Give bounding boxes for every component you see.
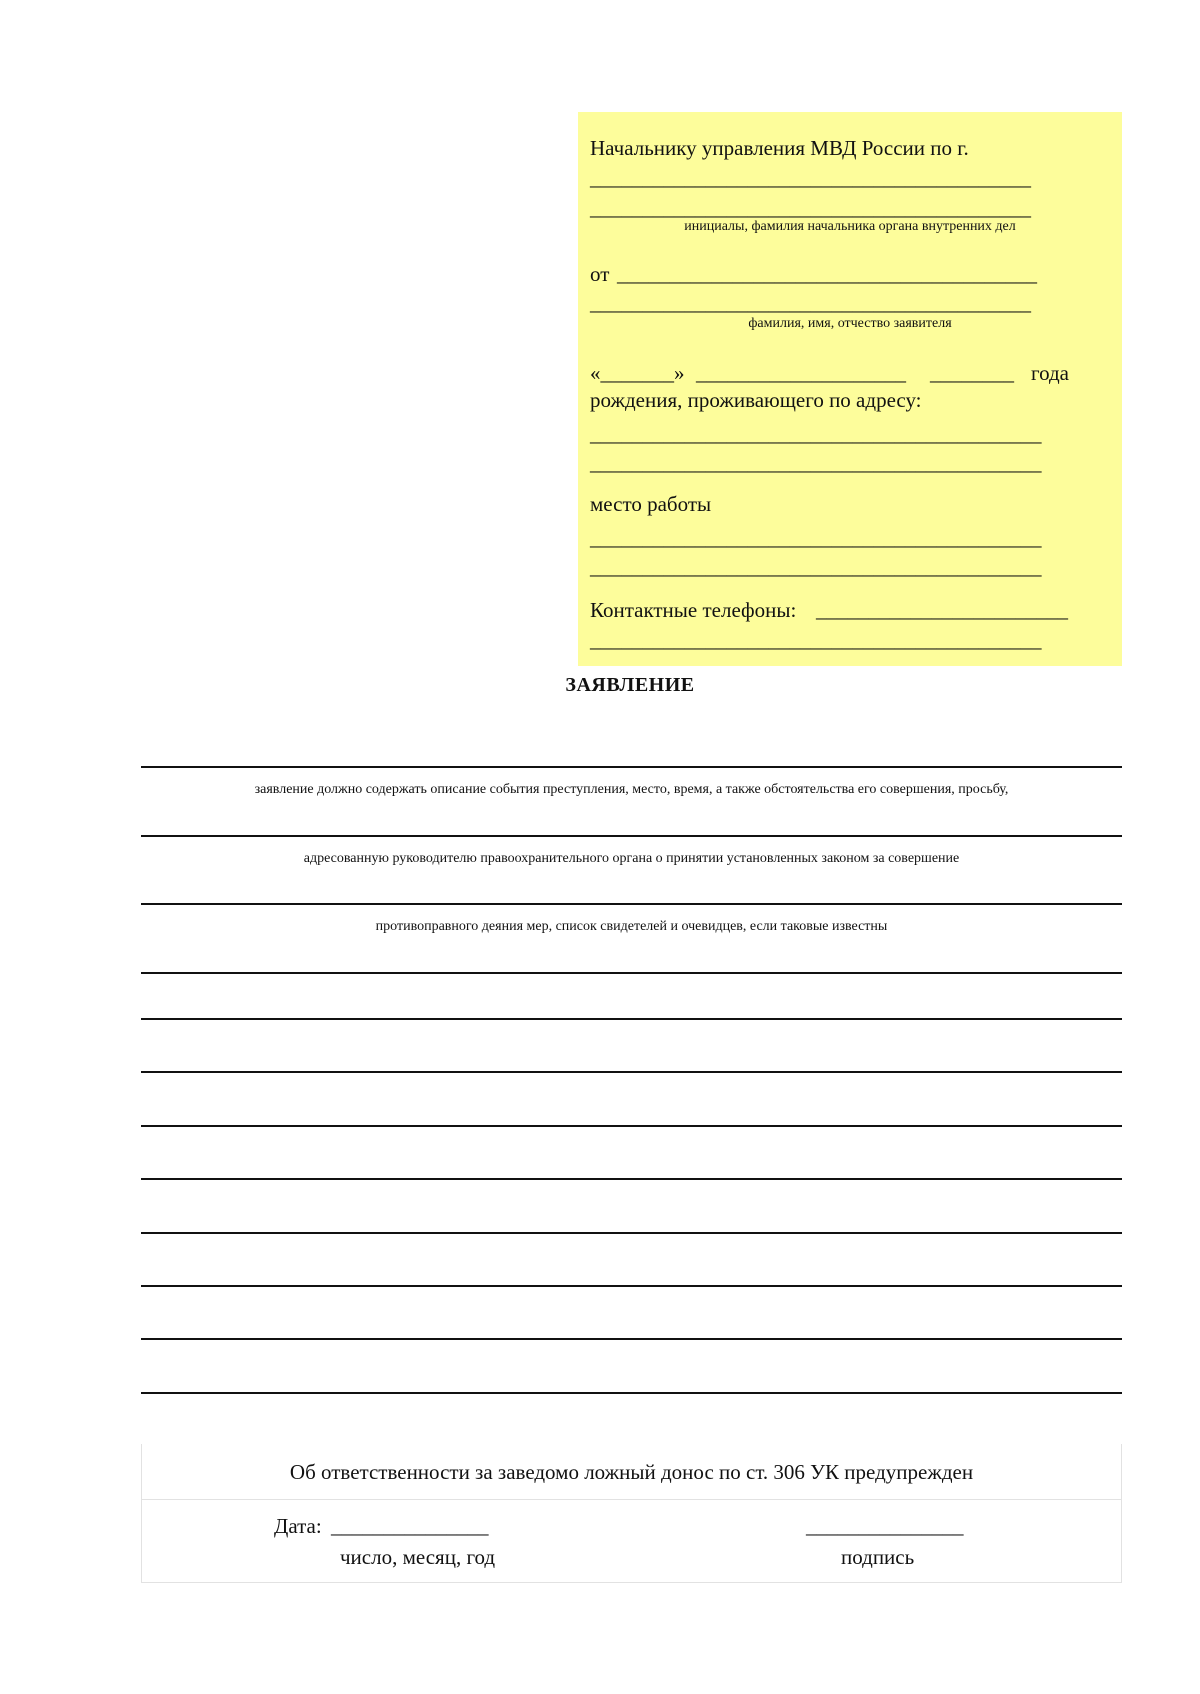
statement-hint-1: заявление должно содержать описание события преступления, место, время, а также обстоятельства его совершения, просьбу,: [254, 782, 1009, 797]
statement-hint-2: адресованную руководителю правоохранительного органа о принятии установленных законом за совершение: [303, 851, 960, 866]
birth-day-field[interactable]: «_______»: [590, 361, 685, 385]
phones-line-1[interactable]: ________________________: [816, 598, 1068, 622]
addressee-caption: инициалы, фамилия начальника органа внутренних дел: [684, 219, 1016, 234]
from-label: от: [590, 262, 610, 286]
birth-year-field[interactable]: ________: [930, 361, 1014, 385]
work-line-1[interactable]: ___________________________________________: [590, 526, 1042, 550]
date-caption: число, месяц, год: [340, 1545, 496, 1569]
signature-caption: подпись: [841, 1545, 915, 1569]
birth-year-label: года: [1031, 361, 1069, 385]
document-title: ЗАЯВЛЕНИЕ: [565, 674, 695, 696]
birth-month-field[interactable]: ____________________: [696, 361, 906, 385]
address-line-2[interactable]: ___________________________________________: [590, 451, 1042, 475]
from-line-1[interactable]: ________________________________________: [617, 262, 1037, 286]
statement-line-3[interactable]: [141, 903, 1122, 905]
date-field[interactable]: _______________: [331, 1514, 489, 1538]
address-line-1[interactable]: ___________________________________________: [590, 422, 1042, 446]
phones-label: Контактные телефоны:: [590, 598, 797, 622]
addressee-line-1[interactable]: __________________________________________: [590, 166, 1031, 190]
footer-separator: [142, 1499, 1121, 1500]
statement-line-11[interactable]: [141, 1338, 1122, 1340]
statement-line-8[interactable]: [141, 1178, 1122, 1180]
work-line-2[interactable]: ___________________________________________: [590, 555, 1042, 579]
statement-line-12[interactable]: [141, 1392, 1122, 1394]
date-label: Дата:: [274, 1514, 322, 1538]
residence-label: рождения, проживающего по адресу:: [590, 388, 922, 412]
phones-line-2[interactable]: ___________________________________________: [590, 628, 1042, 652]
from-caption: фамилия, имя, отчество заявителя: [748, 316, 952, 331]
statement-hint-3: противоправного деяния мер, список свидетелей и очевидцев, если таковые известны: [375, 919, 888, 934]
signature-field[interactable]: _______________: [806, 1514, 964, 1538]
statement-line-7[interactable]: [141, 1125, 1122, 1127]
statement-line-10[interactable]: [141, 1285, 1122, 1287]
statement-line-5[interactable]: [141, 1018, 1122, 1020]
addressee-line-2[interactable]: __________________________________________: [590, 196, 1031, 220]
statement-line-6[interactable]: [141, 1071, 1122, 1073]
statement-line-9[interactable]: [141, 1232, 1122, 1234]
work-label: место работы: [590, 492, 712, 516]
addressee-label: Начальнику управления МВД России по г.: [590, 136, 969, 160]
false-report-warning: Об ответственности за заведомо ложный донос по ст. 306 УК предупрежден: [289, 1460, 974, 1484]
statement-line-2[interactable]: [141, 835, 1122, 837]
statement-line-1[interactable]: [141, 766, 1122, 768]
from-line-2[interactable]: __________________________________________: [590, 291, 1031, 315]
statement-line-4[interactable]: [141, 972, 1122, 974]
